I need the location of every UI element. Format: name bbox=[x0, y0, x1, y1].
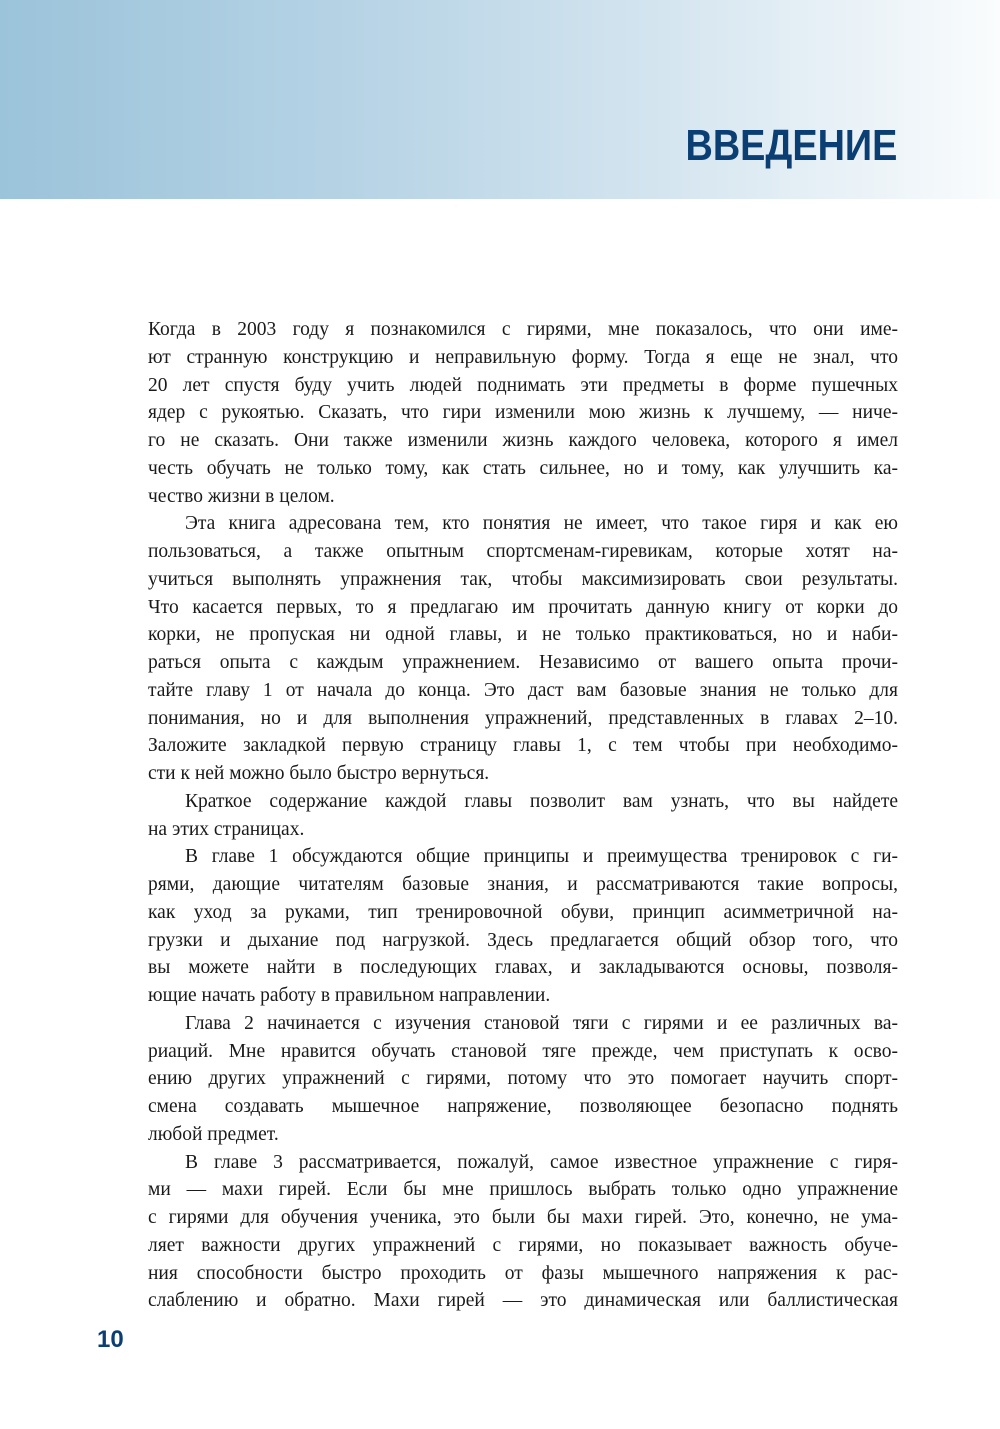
text-line: риаций. Мне нравится обучать становой тяге прежде, чем приступать к осво- bbox=[148, 1040, 898, 1062]
text-line: В главе 1 обсуждаются общие принципы и преимущества тренировок с ги- bbox=[185, 846, 898, 868]
text-line: вы можете найти в последующих главах, и закладываются основы, позволя- bbox=[148, 957, 898, 979]
paragraph bbox=[148, 316, 898, 510]
text-line: слаблению и обратно. Махи гирей — это динамическая или баллистическая bbox=[148, 1290, 898, 1312]
text-line: смена создавать мышечное напряжение, позволяющее безопасно поднять bbox=[148, 1096, 898, 1117]
text-line: чество жизни в целом. bbox=[148, 485, 335, 507]
body-text bbox=[148, 316, 898, 1315]
chapter-header-band bbox=[0, 0, 1000, 199]
page-number: 10 bbox=[97, 1326, 124, 1353]
text-line: на этих страницах. bbox=[148, 818, 305, 840]
text-line: как уход за руками, тип тренировочной обуви, принцип асимметричной на- bbox=[148, 901, 898, 923]
text-line: любой предмет. bbox=[148, 1123, 279, 1145]
text-line: ми — махи гирей. Если бы мне пришлось выбрать только одно упражнение bbox=[148, 1179, 898, 1201]
text-line: ют странную конструкцию и неправильную форму. Тогда я еще не знал, что bbox=[148, 346, 898, 368]
text-line: учиться выполнять упражнения так, чтобы максимизировать свои результаты. bbox=[148, 568, 898, 590]
text-line: ния способности быстро проходить от фазы мышечного напряжения к рас- bbox=[148, 1262, 898, 1284]
text-line: грузки и дыхание под нагрузкой. Здесь предлагается общий обзор того, что bbox=[148, 929, 898, 951]
text-line: го не сказать. Они также изменили жизнь каждого человека, которого я имел bbox=[148, 430, 898, 451]
text-line: рями, дающие читателям базовые знания, и рассматриваются такие вопросы, bbox=[148, 874, 898, 895]
text-line: тайте главу 1 от начала до конца. Это даст вам базовые знания не только для bbox=[148, 679, 898, 701]
text-line: с гирями для обучения ученика, это были бы махи гирей. Это, конечно, не ума- bbox=[148, 1207, 898, 1228]
text-line: ющие начать работу в правильном направлении. bbox=[148, 985, 551, 1006]
text-line: ению других упражнений с гирями, потому что это помогает научить спорт- bbox=[148, 1068, 898, 1090]
text-line: Глава 2 начинается с изучения становой тяги с гирями и ее различных ва- bbox=[185, 1012, 898, 1034]
paragraph bbox=[148, 510, 898, 788]
text-line: Эта книга адресована тем, кто понятия не имеет, что такое гиря и как ею bbox=[185, 513, 898, 535]
text-line: Что касается первых, то я предлагаю им прочитать данную книгу от корки до bbox=[148, 596, 898, 618]
text-line: раться опыта с каждым упражнением. Независимо от вашего опыта прочи- bbox=[148, 652, 898, 673]
text-line: ядер с рукоятью. Сказать, что гири изменили мою жизнь к лучшему, — ниче- bbox=[148, 402, 898, 424]
text-line: ляет важности других упражнений с гирями, но показывает важность обуче- bbox=[148, 1234, 898, 1256]
text-line: Когда в 2003 году я познакомился с гирями, мне показалось, что они име- bbox=[148, 319, 898, 340]
text-line: сти к ней можно было быстро вернуться. bbox=[148, 763, 490, 784]
paragraph bbox=[148, 1010, 898, 1149]
paragraph bbox=[148, 788, 898, 844]
text-line: пользоваться, а также опытным спортсменам-гиревикам, которые хотят на- bbox=[148, 541, 898, 562]
paragraph bbox=[148, 843, 898, 1010]
text-line: честь обучать не только тому, как стать сильнее, но и тому, как улучшить ка- bbox=[148, 457, 898, 479]
text-line: корки, не пропуская ни одной главы, и не только практиковаться, но и наби- bbox=[148, 624, 898, 646]
text-line: Заложите закладкой первую страницу главы 1, с тем чтобы при необходимо- bbox=[148, 735, 898, 757]
text-line: Краткое содержание каждой главы позволит вам узнать, что вы найдете bbox=[185, 790, 898, 812]
text-line: понимания, но и для выполнения упражнений, представленных в главах 2–10. bbox=[148, 707, 898, 729]
chapter-title: ВВЕДЕНИЕ bbox=[685, 121, 897, 170]
text-line: В главе 3 рассматривается, пожалуй, самое известное упражнение с гиря- bbox=[185, 1151, 898, 1173]
text-line: 20 лет спустя буду учить людей поднимать эти предметы в форме пушечных bbox=[148, 374, 898, 396]
paragraph bbox=[148, 1149, 898, 1316]
